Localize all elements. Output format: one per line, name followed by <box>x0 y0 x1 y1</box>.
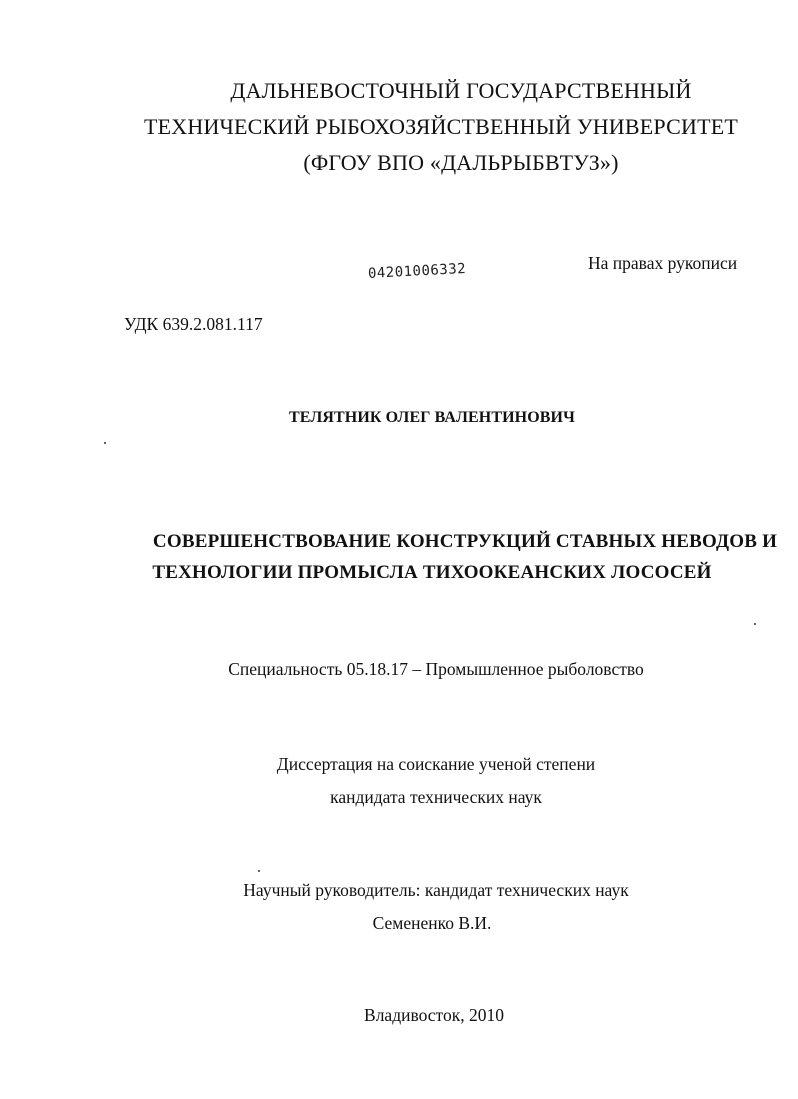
place-and-year: Владивосток, 2010 <box>364 1005 504 1025</box>
dissertation-title-line-1: СОВЕРШЕНСТВОВАНИЕ КОНСТРУКЦИЙ СТАВНЫХ НЕВОДОВ И <box>152 531 778 552</box>
scan-speck <box>104 442 106 444</box>
institution-line-3: (ФГОУ ВПО «ДАЛЬРЫБВТУЗ») <box>303 150 619 175</box>
registration-stamp: 04201006332 <box>367 260 467 282</box>
udc-code: УДК 639.2.081.117 <box>124 314 263 334</box>
institution-line-2: ТЕХНИЧЕСКИЙ РЫБОХОЗЯЙСТВЕННЫЙ УНИВЕРСИТЕТ <box>144 114 738 139</box>
supervisor-name: Семененко В.И. <box>372 913 492 933</box>
scan-speck <box>258 870 260 872</box>
scan-speck <box>754 623 756 625</box>
dissertation-title-line-2: ТЕХНОЛОГИИ ПРОМЫСЛА ТИХООКЕАНСКИХ ЛОСОСЕЙ <box>152 562 712 583</box>
supervisor-line-1: Научный руководитель: кандидат технических наук <box>243 880 629 900</box>
rights-note: На правах рукописи <box>588 253 738 273</box>
institution-line-1: ДАЛЬНЕВОСТОЧНЫЙ ГОСУДАРСТВЕННЫЙ <box>230 78 692 103</box>
degree-line-2: кандидата технических наук <box>330 787 542 807</box>
author-name: ТЕЛЯТНИК ОЛЕГ ВАЛЕНТИНОВИЧ <box>289 409 575 426</box>
degree-line-1: Диссертация на соискание ученой степени <box>276 754 596 774</box>
specialty: Специальность 05.18.17 – Промышленное рыболовство <box>228 659 644 679</box>
